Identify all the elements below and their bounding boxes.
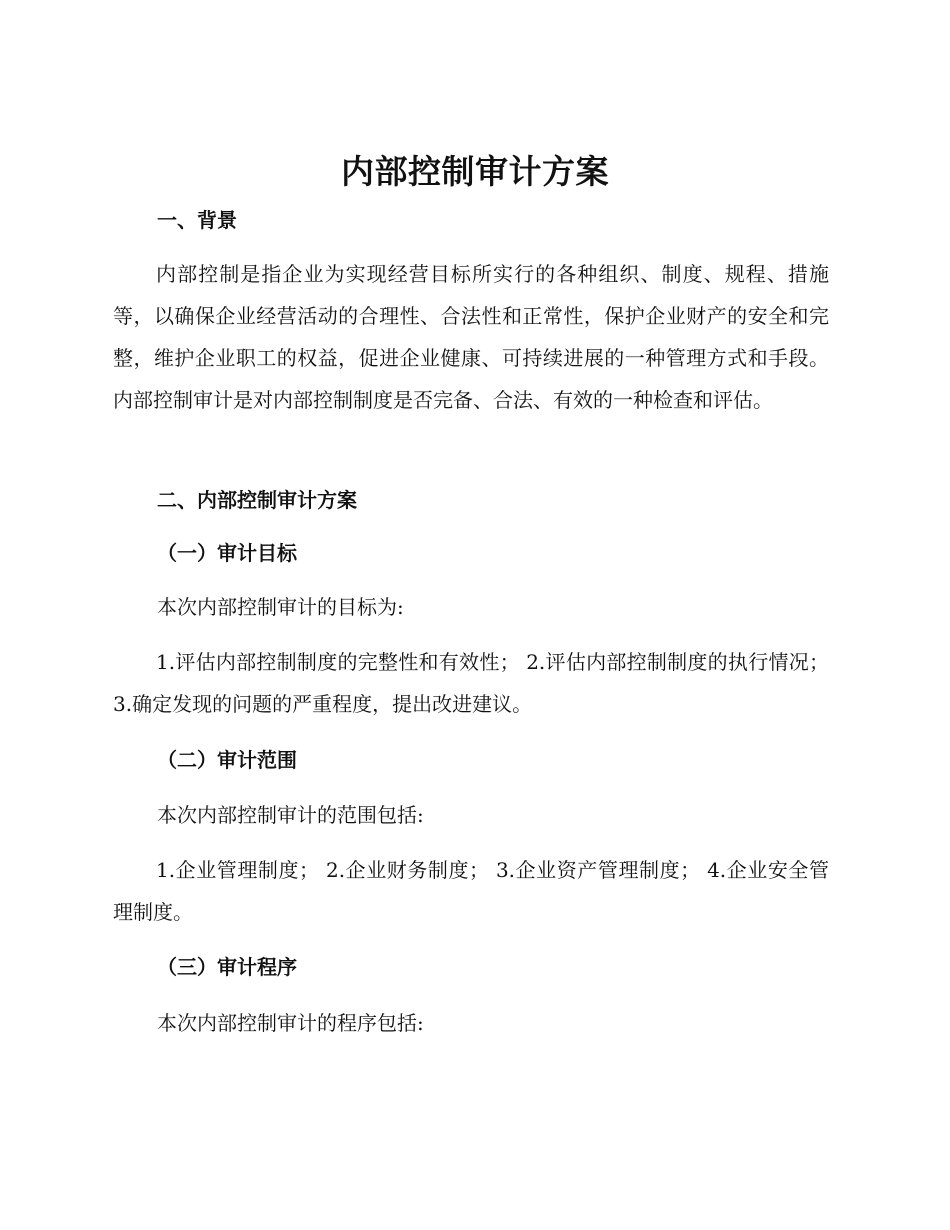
- subsection-heading-objectives: （一）审计目标: [157, 541, 297, 565]
- section-heading-background: 一、背景: [157, 208, 237, 232]
- scope-items: 1.企业管理制度； 2.企业财务制度； 3.企业资产管理制度； 4.企业安全管理制度。: [113, 858, 829, 924]
- subsection-heading-scope: （二）审计范围: [157, 748, 297, 772]
- section-heading-plan: 二、内部控制审计方案: [157, 488, 357, 512]
- background-paragraph: 内部控制是指企业为实现经营目标所实行的各种组织、制度、规程、措施等，以确保企业经营活动的合理性、合法性和正常性，保护企业财产的安全和完整，维护企业职工的权益，促进企业健康、可持续进展的一种管理方式和手段。内部控制审计是对内部控制制度是否完备、合法、有效的一种检查和评估。: [113, 262, 829, 412]
- subsection-heading-procedure: （三）审计程序: [157, 955, 297, 979]
- objectives-items: 1.评估内部控制制度的完整性和有效性； 2.评估内部控制制度的执行情况； 3.确定发现的问题的严重程度，提出改进建议。: [113, 650, 829, 716]
- document-title: 内部控制审计方案: [341, 152, 609, 191]
- scope-intro: 本次内部控制审计的范围包括:: [157, 803, 424, 827]
- objectives-intro: 本次内部控制审计的目标为:: [157, 595, 404, 619]
- procedure-intro: 本次内部控制审计的程序包括:: [157, 1011, 424, 1035]
